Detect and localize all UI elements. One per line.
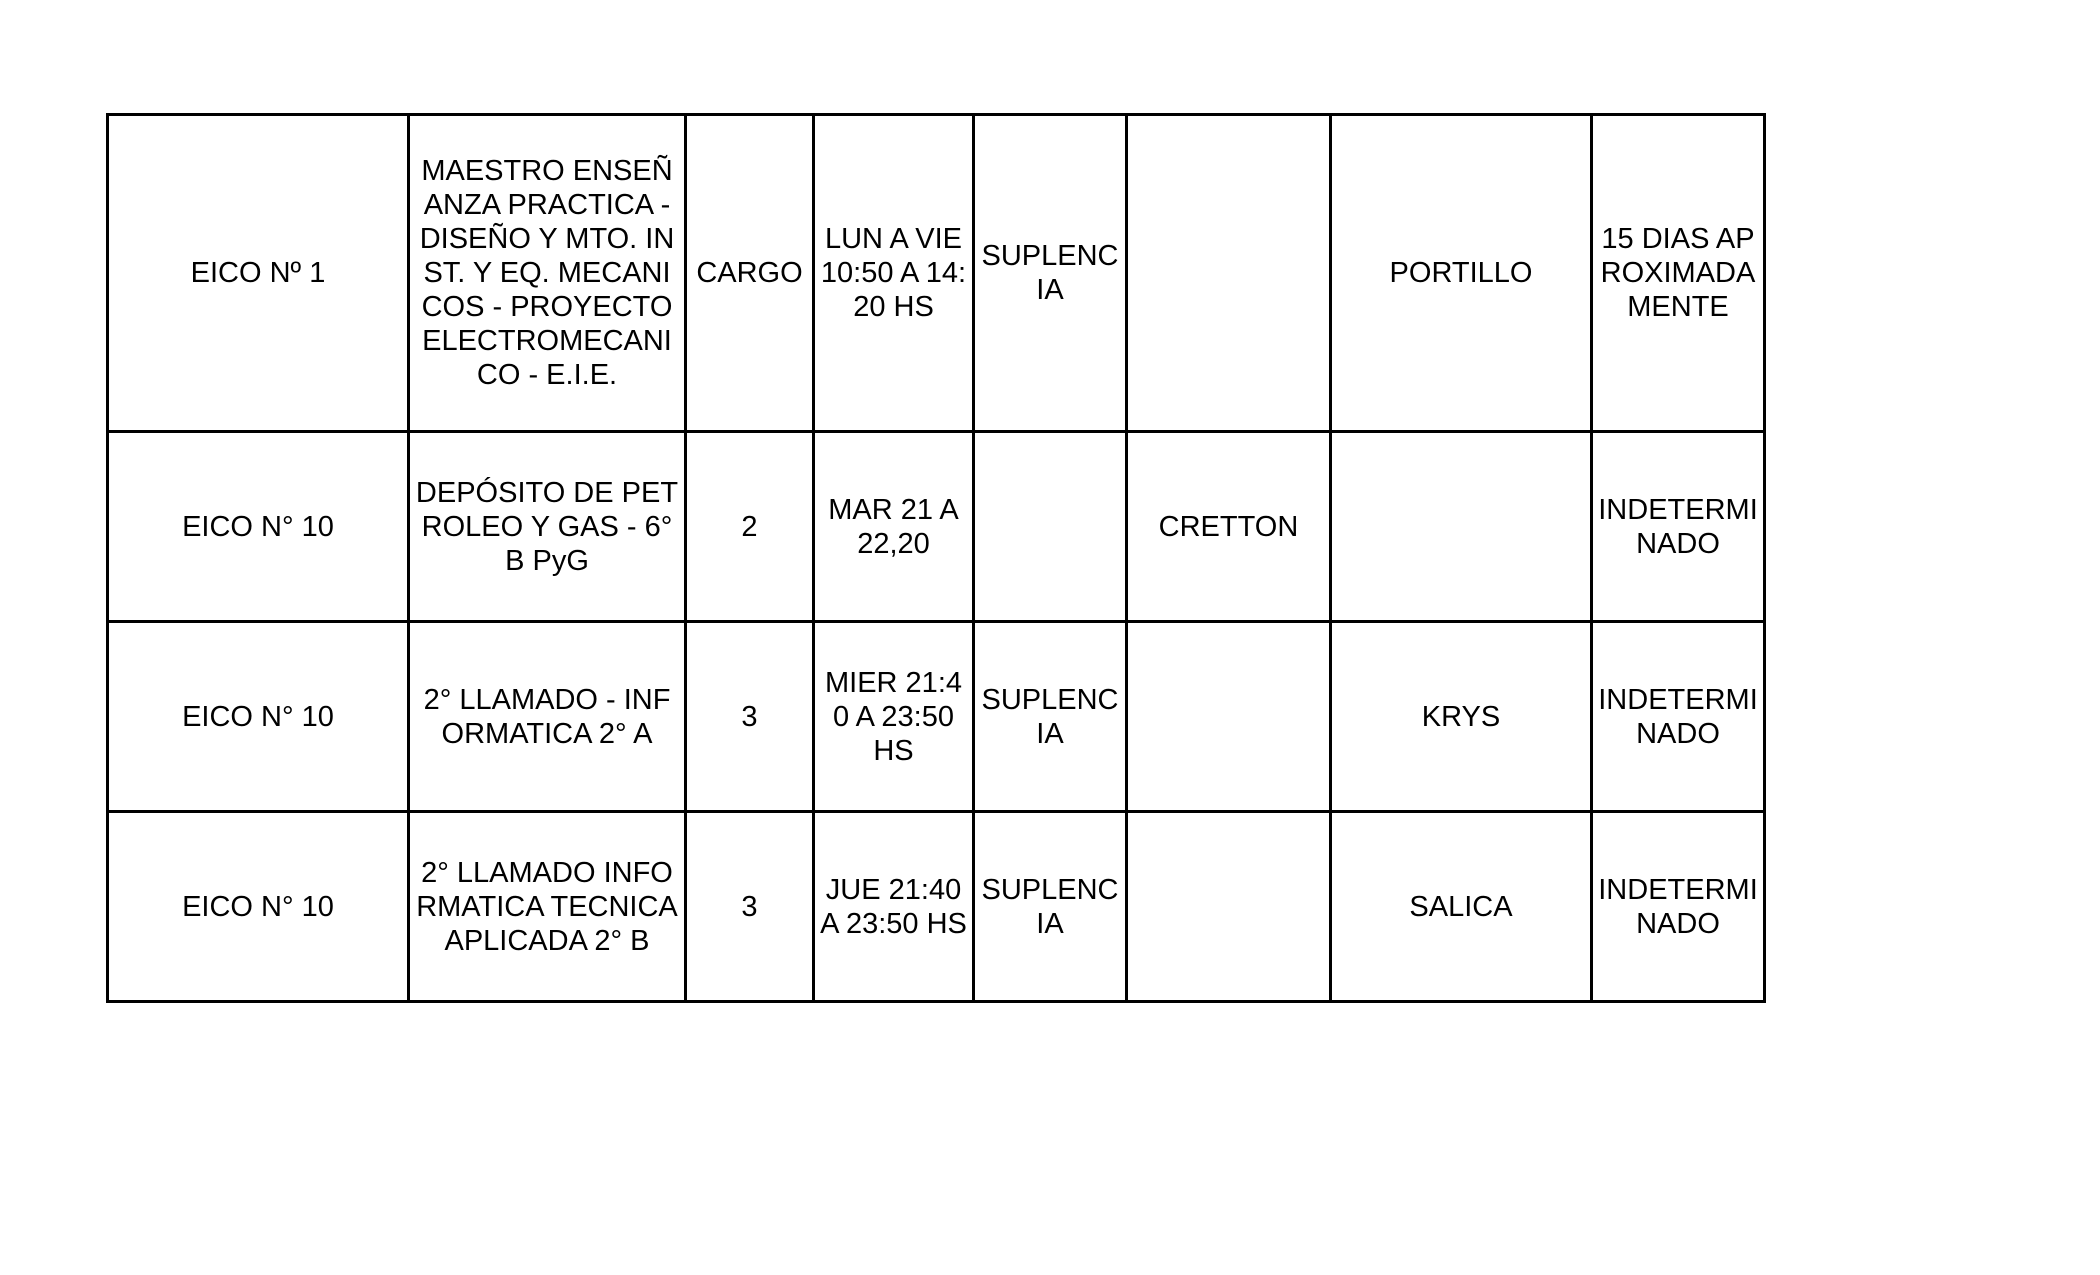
hours-cell: 3	[686, 622, 814, 812]
subject-cell: 2° LLAMADO - INFORMATICA 2° A	[409, 622, 686, 812]
teacher-cell: PORTILLO	[1331, 115, 1592, 432]
duration-cell: INDETERMINADO	[1592, 622, 1765, 812]
vacancies-table	[106, 113, 1766, 1003]
duration-cell: INDETERMINADO	[1592, 812, 1765, 1002]
type-cell: SUPLENCIA	[974, 115, 1127, 432]
name-cell	[1127, 812, 1331, 1002]
schedule-cell: LUN A VIE 10:50 A 14:20 HS	[814, 115, 974, 432]
hours-cell: 2	[686, 432, 814, 622]
schedule-cell: MAR 21 A 22,20	[814, 432, 974, 622]
teacher-cell: SALICA	[1331, 812, 1592, 1002]
duration-cell: 15 DIAS APROXIMADAMENTE	[1592, 115, 1765, 432]
name-cell	[1127, 115, 1331, 432]
hours-cell: 3	[686, 812, 814, 1002]
table-row	[108, 812, 1765, 1002]
subject-cell: 2° LLAMADO INFORMATICA TECNICA APLICADA 2° B	[409, 812, 686, 1002]
table-row	[108, 115, 1765, 432]
subject-cell: MAESTRO ENSEÑANZA PRACTICA - DISEÑO Y MTO. INST. Y EQ. MECANICOS - PROYECTO ELECTROMECANICO - E.I.E.	[409, 115, 686, 432]
school-cell: EICO N° 10	[108, 432, 409, 622]
teacher-cell: KRYS	[1331, 622, 1592, 812]
schedule-cell: MIER 21:40 A 23:50 HS	[814, 622, 974, 812]
type-cell: SUPLENCIA	[974, 622, 1127, 812]
table-row	[108, 622, 1765, 812]
name-cell: CRETTON	[1127, 432, 1331, 622]
type-cell: SUPLENCIA	[974, 812, 1127, 1002]
teacher-cell	[1331, 432, 1592, 622]
school-cell: EICO N° 10	[108, 622, 409, 812]
hours-cell: CARGO	[686, 115, 814, 432]
table-row	[108, 432, 1765, 622]
school-cell: EICO N° 10	[108, 812, 409, 1002]
schedule-cell: JUE 21:40 A 23:50 HS	[814, 812, 974, 1002]
type-cell	[974, 432, 1127, 622]
subject-cell: DEPÓSITO DE PETROLEO Y GAS - 6° B PyG	[409, 432, 686, 622]
school-cell: EICO Nº 1	[108, 115, 409, 432]
name-cell	[1127, 622, 1331, 812]
duration-cell: INDETERMINADO	[1592, 432, 1765, 622]
